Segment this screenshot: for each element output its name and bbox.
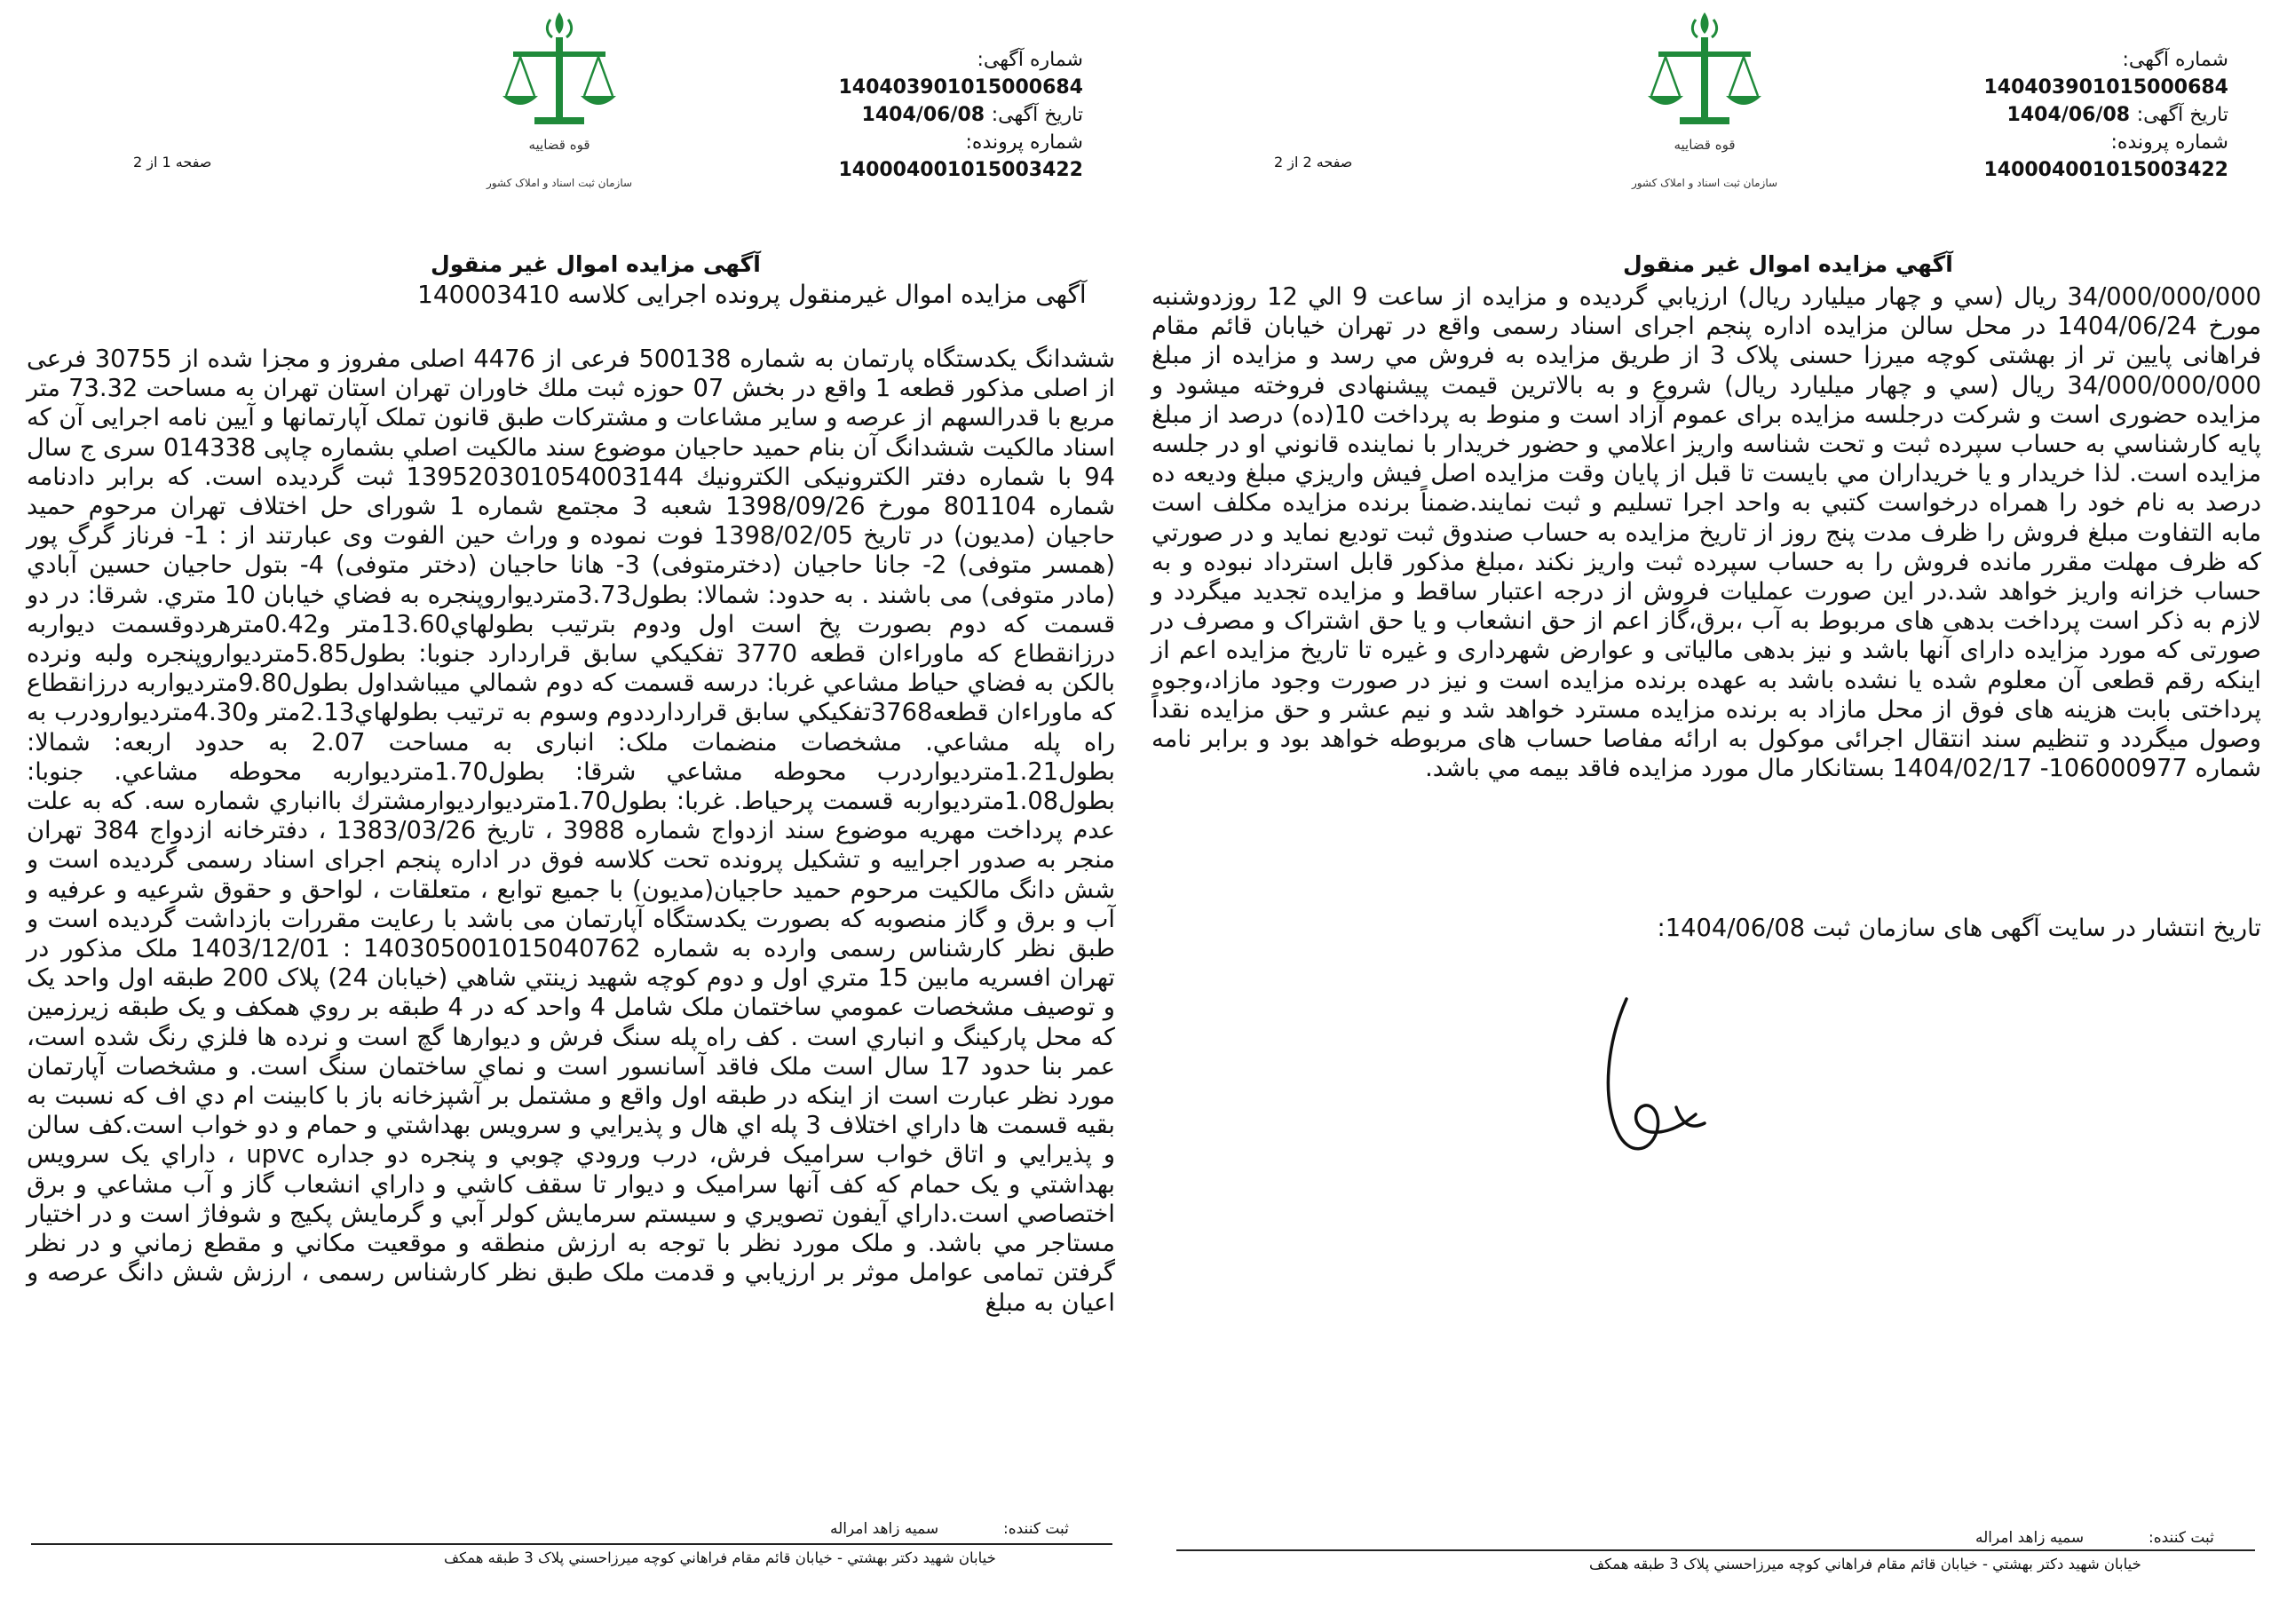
office-address: خيابان شهيد دكتر بهشتي - خيابان قائم مقام فراهاني كوچه ميرزاحسني پلاک 3 طبقه همکف	[444, 1549, 996, 1566]
case-number-label: شماره پرونده:	[965, 131, 1083, 154]
page-two	[1145, 0, 2287, 1624]
judiciary-emblem-icon	[1625, 7, 1784, 201]
emblem-org-subtext: سازمان ثبت اسناد و املاک کشور	[1631, 177, 1778, 189]
ad-number: 140403901015000684	[838, 76, 1083, 99]
ad-heading: آگهي مزايده اموال غير منقول	[1623, 251, 1953, 277]
judiciary-emblem-icon	[479, 7, 639, 201]
ad-date: 1404/06/08	[861, 104, 985, 126]
registrar-label: ثبت کننده:	[2149, 1529, 2214, 1547]
ad-number-label: شماره آگهی:	[977, 49, 1083, 71]
footer-divider	[1176, 1549, 2255, 1551]
footer-divider	[31, 1543, 1112, 1545]
ad-date-label: تاریخ آگهی:	[991, 104, 1083, 126]
case-number: 140004001015003422	[838, 159, 1083, 181]
registrar-label: ثبت کننده:	[1003, 1520, 1069, 1538]
ad-meta-block	[1873, 46, 2228, 184]
ad-body-text: 34/000/000/000 ريال (سي و چهار ميليارد ريال) ارزيابي گرديده و مزايده از ساعت 9 الي 12 روزدوشنبه مورخ 1404/06/24 در محل سالن مزايده اداره پنجم اجرای اسناد رسمی واقع در تهران خيابان قائم مقام فراهانی پایین تر از بهشتی کوچه میرزا حسنی پلاک 3 از طريق مزايده به فروش مي رسد و مزايده از مبلغ 34/000/000/000 ريال (سي و چهار ميليارد ريال) شروع و به بالاترين قيمت پيشنهادی فروخته ميشود و مزايده حضوری است و شرکت درجلسه مزايده برای عموم آزاد است و منوط به پرداخت 10(ده) درصد از مبلغ پايه کارشناسي به حساب سپرده ثبت و تحت شناسه واريز اعلامي و حضور خريدار با نماينده قانوني او در جلسه مزايده است. لذا خريدار و يا خريداران مي بايست تا قبل از پايان وقت مزايده اصل فيش واريزي مبلغ وديعه ده درصد به نام خود را همراه درخواست کتبي به واحد اجرا تسليم و ثبت نمايند.ضمناً برنده مزايده مکلف است مابه التفاوت مبلغ فروش را ظرف مدت پنج روز از تاريخ مزايده به حساب صندوق ثبت توديع نمايد و در صورتي که ظرف مهلت مقرر مانده فروش را به حساب سپرده ثبت واريز نكند ،مبلغ مذکور قابل استرداد نبوده و به حساب خزانه واريز خواهد شد.در اين صورت عمليات فروش از درجه اعتبار ساقط و مزايده تجديد ميگردد و لازم به ذکر است پرداخت بدهی های مربوط به آب ،برق،گاز اعم از حق انشعاب و يا حق اشتراک و مصرف در صورتی که مورد مزايده دارای آنها باشد و نيز بدهی مالياتی و عوارض شهرداری و غيره تا تاريخ مزايده اعم از اينکه رقم قطعی آن معلوم شده يا نشده باشد به عهده برنده مزايده است و نيز در صورت وجود مازاد،وجوه پرداختی بابت هزينه های فوق از محل مازاد به برنده مزايده مسترد خواهد شد و نيم عشر و حق مزايده نقداً وصول ميگردد و تنظيم سند انتقال اجرائی موکول به ارائه مفاصا حساب های مربوطه خواهد بود و برابر نامه شماره 106000977- 1404/02/17 بستانکار مال مورد مزايده فاقد بيمه مي باشد.	[1151, 283, 2262, 783]
page-number: صفحه 2 از 2	[1274, 154, 1353, 170]
office-address: خيابان شهيد دكتر بهشتي - خيابان قائم مقام فراهاني كوچه ميرزاحسني پلاک 3 طبقه همکف	[1589, 1556, 2141, 1573]
ad-date-label: تاریخ آگهی:	[2136, 104, 2228, 126]
handwritten-signature-icon	[1571, 990, 1731, 1163]
emblem-org-text: قوه قضاییه	[1674, 137, 1736, 153]
emblem-org-subtext: سازمان ثبت اسناد و املاک کشور	[486, 177, 633, 189]
case-number-label: شماره پرونده:	[2110, 131, 2228, 154]
ad-subheading: آگهی مزایده اموال غیرمنقول پرونده اجرایی کلاسه 140003410	[417, 280, 1087, 309]
publication-date-line: تاریخ انتشار در سایت آگهی های سازمان ثبت 1404/06/08:	[1657, 915, 2261, 942]
registrar-name: سمیه زاهد امراله	[1975, 1529, 2085, 1547]
ad-number-label: شماره آگهی:	[2122, 49, 2228, 71]
ad-date: 1404/06/08	[2006, 104, 2131, 126]
ad-heading: آگهی مزایده اموال غیر منقول	[431, 251, 761, 277]
ad-number: 140403901015000684	[1983, 76, 2228, 99]
page-number: صفحه 1 از 2	[133, 154, 212, 170]
case-number: 140004001015003422	[1983, 159, 2228, 181]
registrar-name: سمیه زاهد امراله	[830, 1520, 939, 1538]
ad-meta-block	[737, 46, 1083, 184]
emblem-org-text: قوه قضاییه	[528, 137, 590, 153]
ad-body-text: ششدانگ یکدستگاه پارتمان به شماره 500138 فرعی از 4476 اصلی مفروز و مجزا شده از 30755 فرعی از اصلی مذکور قطعه 1 واقع در بخش 07 حوزه ثبت ملك خاوران تهران استان تهران به مساحت 73.32 متر مربع با قدرالسهم از عرصه و سایر مشاعات و مشترکات طبق قانون تملک آپارتمانها و آیین نامه اجرایی آن که اسناد مالکیت ششدانگ آن بنام حمید حاجیان موضوع سند مالكيت اصلي بشماره چاپی 014338 سری ج سال 94 با شماره دفتر الکترونیکی الكترونيك 139520301054003144 ثبت گردیده است. که برابر دادنامه شماره 801104 مورخ 1398/09/26 شعبه 3 مجتمع شماره 1 شورای حل اختلاف تهران مرحوم حمید حاجیان (مدیون) در تاریخ 1398/02/05 فوت نموده و وراث حین الفوت وی عبارتند از : 1- فرناز گرگ پور (همسر متوفی) 2- جانا حاجیان (دخترمتوفی) 3- هانا حاجیان (دختر متوفی) 4- بتول حاجیان حسین آبادي (مادر متوفی) می باشند . به حدود: شمالا: بطول3.73متردیواروپنجره به فضاي خيابان 10 متري. شرقا: در دو قسمت که دوم بصورت پخ است اول ودوم بترتیب بطولهاي13.60متر و0.42مترهردوقسمت دیواربه درزانقطاع که ماوراءان قطعه 3770 تفکیکي سابق قراردارد جنوبا: بطول5.85متردیواروپنجره ولبه ونرده بالکن به فضاي حیاط مشاعي غربا: درسه قسمت که دوم شمالي میباشداول بطول9.80متردیواربه درزانقطاع که ماوراءان قطعه3768تفکیکي سابق قراردارددوم وسوم به ترتيب بطولهاي2.13متر و4.30متردیوارودرب به راه پله مشاعي. مشخصات منضمات ملک: انباری به مساحت 2.07 به حدود اربعه: شمالا: بطول1.21متردیواردرب محوطه مشاعي شرقا: بطول1.70متردیواربه محوطه مشاعي. جنوبا: بطول1.08متردیواربه قسمت پرحیاط. غربا: بطول1.70متردیواردیوارمشترك باانباري شماره سه. که به علت عدم پرداخت مهریه موضوع سند ازدواج شماره 3988 ، تاریخ 1383/03/26 ، دفترخانه ازدواج 384 تهران منجر به صدور اجراییه و تشکیل پرونده تحت کلاسه فوق در اداره پنجم اجرای اسناد رسمی گردیده است و شش دانگ مالکیت مرحوم حمید حاجیان(مدیون) با جميع توابع ، متعلقات ، لواحق و حقوق شرعیه و عرفیه و آب و برق و گاز منصوبه که بصورت یکدستگاه آپارتمان می باشد با رعایت مقررات بازداشت گردیده است و طبق نظر کارشناس رسمی وارده به شماره 140305001015040762 : 1403/12/01 ملک مذکور در تهران افسریه مابین 15 متري اول و دوم کوچه شهید زينتي شاهي (خیابان 24) پلاک 200 طبقه اول واحد یک و توصیف مشخصات عمومي ساختمان ملک شامل 4 واحد که در 4 طبقه بر روي همکف و یک طبقه زيرزمين که محل پارکینگ و انباري است . کف راه پله سنگ فرش و دیوارها گچ است و نرده ها فلزي رنگ شده است، عمر بنا حدود 17 سال است ملک فاقد آسانسور است و نماي ساختمان سنگ است. و مشخصات آپارتمان مورد نظر عبارت است از اینکه در طبقه اول واقع و مشتمل بر آشپزخانه باز با کابینت ام دي اف که نسبت به بقيه قسمت ها داراي اختلاف 3 پله اي هال و پذیرایي و سرویس بهداشتي و حمام و دو خواب است.کف سالن و پذیرایي و اتاق خواب سرامیک فرش، درب ورودي چوبي و پنجره دو جداره upvc ، داراي یک سرویس بهداشتي و یک حمام که کف آنها سرامیک و دیوار تا سقف کاشي و داراي انشعاب گاز و آب مشاعي و برق اختصاصي است.داراي آيفون تصويري و سیستم سرمایش کولر آبي و گرمایش پکیج و شوفاژ است و در اختیار مستاجر مي باشد. و ملک مورد نظر با توجه به ارزش منطقه و موقعیت مکاني و مقطع زماني و در نظر گرفتن تمامی عوامل موثر بر ارزیابي و قدمت ملک طبق نظر کارشناس رسمی ، ارزش شش دانگ عرصه و اعيان به مبلغ	[27, 345, 1116, 1317]
